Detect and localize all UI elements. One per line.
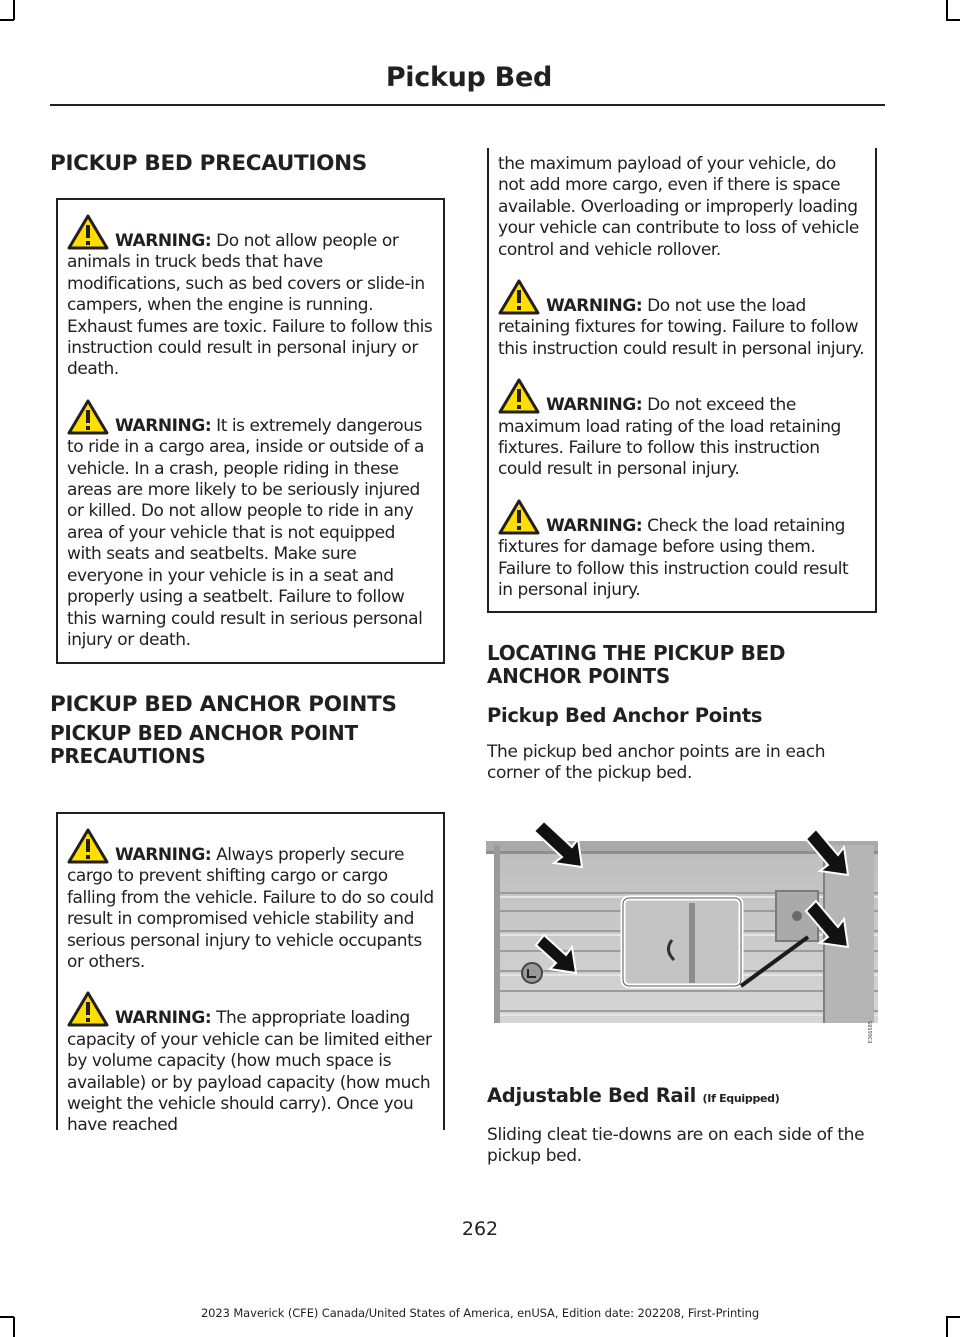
heading-pickup-bed-anchor-points: PICKUP BED ANCHOR POINTS bbox=[50, 692, 397, 717]
crop-mark bbox=[0, 19, 14, 21]
warning-triangle-icon bbox=[67, 399, 109, 435]
warning-triangle-icon bbox=[498, 499, 540, 535]
crop-mark bbox=[946, 0, 948, 20]
warning-continued-text: the maximum payload of your vehicle, do not add more cargo, even if there is space available. Overloading or improperly loading your vehicle can contribute to loss of vehicle control and vehicle rollover. bbox=[498, 154, 859, 260]
crop-mark bbox=[946, 1317, 948, 1337]
warning-item bbox=[498, 279, 866, 360]
heading-locating-anchor-points: LOCATING THE PICKUP BED ANCHOR POINTS bbox=[487, 641, 786, 688]
warning-label: WARNING: bbox=[546, 395, 643, 416]
figure-code: E366585 bbox=[868, 1021, 874, 1044]
warning-box-2 bbox=[56, 812, 445, 1136]
paragraph-anchor-points: The pickup bed anchor points are in each corner of the pickup bed. bbox=[487, 742, 826, 784]
warning-text: It is extremely dangerous to ride in a cargo area, inside or outside of a vehicle. In a crash, people riding in these areas are more likely to be seriously injured or killed. Do not allow people to ride in any area of your vehicle that is not equipped with seats and seatbelts. Make sure everyone in your vehicle is in a seat and properly using a seatbelt. Failure to follow this warning could result in serious personal injury or death. bbox=[67, 415, 424, 650]
warning-text: Do not allow people or animals in truck beds that have modifications, such as bed covers or slide-in campers, when the engine is running. Exhaust fumes are toxic. Failure to follow this instruction could result in personal injury or death. bbox=[67, 231, 433, 380]
warning-triangle-icon bbox=[498, 279, 540, 315]
page-header-title: Pickup Bed bbox=[385, 62, 552, 93]
warning-text: The appropriate loading capacity of your vehicle can be limited either by volume capacity (how much space is available) or by payload capacity (how much weight the vehicle should carry). Once you have reached bbox=[67, 1008, 432, 1136]
warning-text: Do not exceed the maximum load rating of the load retaining fixtures. Failure to follow this instruction could result in personal injury. bbox=[498, 395, 841, 480]
warning-text: Always properly secure cargo to prevent shifting cargo or cargo falling from the vehicle. Failure to do so could result in compromised vehicle stability and serious personal injury to vehicle occupants or others. bbox=[67, 845, 434, 973]
heading-adjustable-bed-rail bbox=[487, 1085, 879, 1110]
pickup-bed-illustration bbox=[486, 815, 878, 1044]
warning-box-continued bbox=[487, 148, 877, 613]
warning-box-1 bbox=[56, 198, 445, 664]
edition-footer: 2023 Maverick (CFE) Canada/United States of America, enUSA, Edition date: 202208, First-Printing bbox=[200, 1306, 760, 1320]
warning-item bbox=[498, 499, 866, 602]
warning-triangle-icon bbox=[67, 214, 109, 250]
warning-text: Check the load retaining fixtures for damage before using them. Failure to follow this instruction could result in personal injury. bbox=[498, 515, 849, 601]
warning-item bbox=[67, 214, 434, 381]
warning-triangle-icon bbox=[67, 828, 109, 864]
warning-triangle-icon bbox=[498, 378, 540, 414]
warning-label: WARNING: bbox=[115, 415, 212, 436]
heading-anchor-point-precautions: PICKUP BED ANCHOR POINT PRECAUTIONS bbox=[50, 721, 358, 768]
crop-mark bbox=[13, 1317, 15, 1337]
anchor-points-figure bbox=[486, 815, 878, 1044]
warning-triangle-icon bbox=[67, 991, 109, 1027]
heading-pickup-bed-precautions: PICKUP BED PRECAUTIONS bbox=[50, 151, 367, 176]
warning-label: WARNING: bbox=[115, 1008, 212, 1029]
warning-item bbox=[67, 828, 434, 973]
crop-mark bbox=[946, 19, 960, 21]
warning-label: WARNING: bbox=[546, 296, 643, 317]
warning-item bbox=[498, 378, 866, 481]
warning-item bbox=[67, 991, 434, 1136]
crop-mark bbox=[13, 0, 15, 20]
heading-pickup-bed-anchor-points-sub: Pickup Bed Anchor Points bbox=[487, 704, 763, 727]
warning-text: Do not use the load retaining fixtures for towing. Failure to follow this instruction could result in personal injury. bbox=[498, 296, 865, 359]
warning-label: WARNING: bbox=[115, 231, 212, 251]
header-rule bbox=[50, 104, 885, 106]
warning-label: WARNING: bbox=[115, 845, 212, 865]
if-equipped-note: (If Equipped) bbox=[702, 1092, 780, 1105]
paragraph-adjustable-bed-rail: Sliding cleat tie-downs are on each side of the pickup bed. bbox=[487, 1125, 865, 1167]
heading-adjustable-bed-rail-text: Adjustable Bed Rail bbox=[487, 1084, 697, 1107]
warning-item bbox=[67, 399, 434, 651]
warning-label: WARNING: bbox=[546, 515, 643, 536]
page-number: 262 bbox=[461, 1218, 499, 1240]
